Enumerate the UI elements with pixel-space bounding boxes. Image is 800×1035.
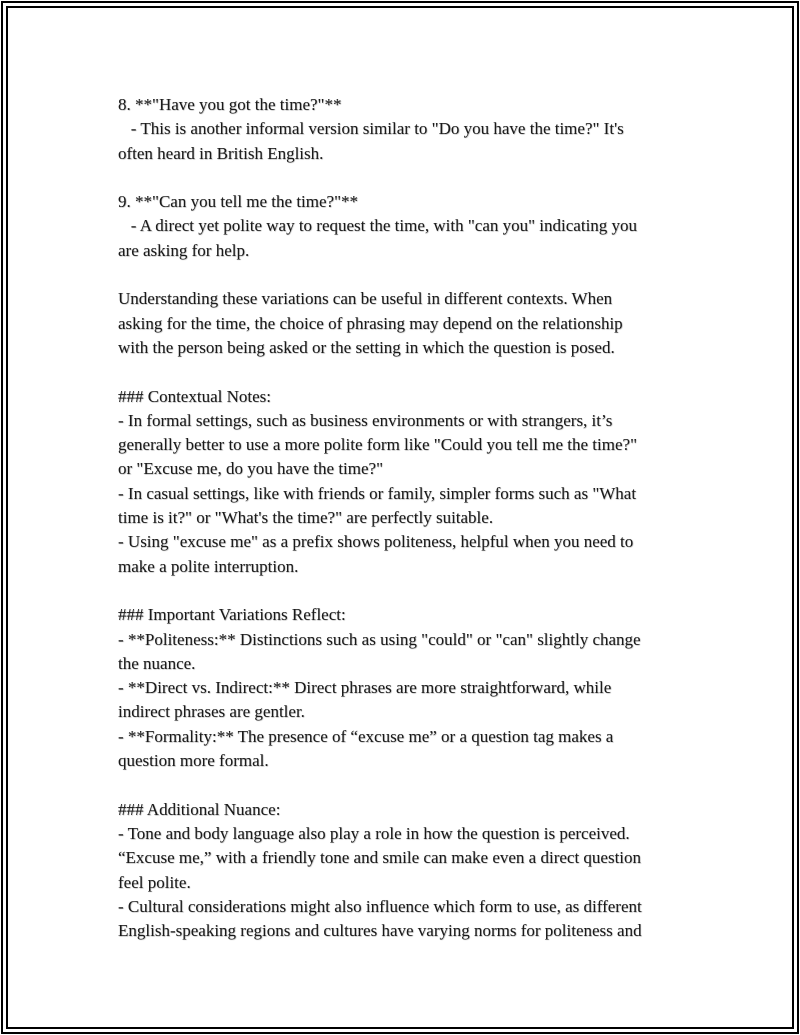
- contextual-notes-line: - In formal settings, such as business environments or with strangers, it’s: [118, 410, 613, 430]
- item-9-description-line-2: are asking for help.: [118, 240, 250, 260]
- additional-nuance-heading: ### Additional Nuance:: [118, 799, 281, 819]
- summary-line: asking for the time, the choice of phrasing may depend on the relationship: [118, 313, 623, 333]
- additional-nuance-line: - Cultural considerations might also influence which form to use, as different: [118, 896, 642, 916]
- additional-nuance-line: English-speaking regions and cultures have varying norms for politeness and: [118, 921, 642, 941]
- contextual-notes-line: or "Excuse me, do you have the time?": [118, 459, 384, 479]
- important-variations-line: - **Formality:** The presence of “excuse me” or a question tag makes a: [118, 726, 614, 746]
- contextual-notes-line: - Using "excuse me" as a prefix shows politeness, helpful when you need to: [118, 532, 634, 552]
- additional-nuance-line: “Excuse me,” with a friendly tone and smile can make even a direct question: [118, 848, 642, 868]
- contextual-notes-line: - In casual settings, like with friends or family, simpler forms such as "What: [118, 483, 637, 503]
- important-variations-heading: ### Important Variations Reflect:: [118, 605, 346, 625]
- important-variations-line: - **Direct vs. Indirect:** Direct phrases are more straightforward, while: [118, 678, 612, 698]
- document-body: [118, 93, 688, 943]
- item-9-heading: 9. **"Can you tell me the time?"**: [118, 192, 359, 212]
- item-8-description-line-2: often heard in British English.: [118, 143, 324, 163]
- contextual-notes-line: time is it?" or "What's the time?" are perfectly suitable.: [118, 508, 494, 528]
- contextual-notes-heading: ### Contextual Notes:: [118, 386, 271, 406]
- paragraph-gap: [118, 166, 688, 190]
- summary-paragraph: [118, 287, 688, 360]
- important-variations-line: question more formal.: [118, 751, 269, 771]
- item-9-description-line-1: - A direct yet polite way to request the time, with "can you" indicating you: [118, 216, 638, 236]
- paragraph-gap: [118, 263, 688, 287]
- additional-nuance-line: - Tone and body language also play a role in how the question is perceived.: [118, 823, 630, 843]
- important-variations-line: the nuance.: [118, 653, 196, 673]
- important-variations-section: [118, 603, 688, 773]
- paragraph-gap: [118, 579, 688, 603]
- contextual-notes-line: make a polite interruption.: [118, 556, 299, 576]
- summary-line: with the person being asked or the setting in which the question is posed.: [118, 337, 615, 357]
- item-8-description-line-1: - This is another informal version similar to "Do you have the time?" It's: [118, 119, 624, 139]
- paragraph-gap: [118, 360, 688, 384]
- contextual-notes-section: [118, 385, 688, 579]
- summary-line: Understanding these variations can be useful in different contexts. When: [118, 289, 613, 309]
- item-9-block: [118, 190, 688, 263]
- paragraph-gap: [118, 773, 688, 797]
- additional-nuance-line: feel polite.: [118, 872, 191, 892]
- important-variations-line: - **Politeness:** Distinctions such as using "could" or "can" slightly change: [118, 629, 641, 649]
- additional-nuance-section: [118, 798, 688, 944]
- item-8-block: [118, 93, 688, 166]
- important-variations-line: indirect phrases are gentler.: [118, 702, 305, 722]
- item-8-heading: 8. **"Have you got the time?"**: [118, 95, 342, 114]
- contextual-notes-line: generally better to use a more polite form like "Could you tell me the time?": [118, 435, 638, 455]
